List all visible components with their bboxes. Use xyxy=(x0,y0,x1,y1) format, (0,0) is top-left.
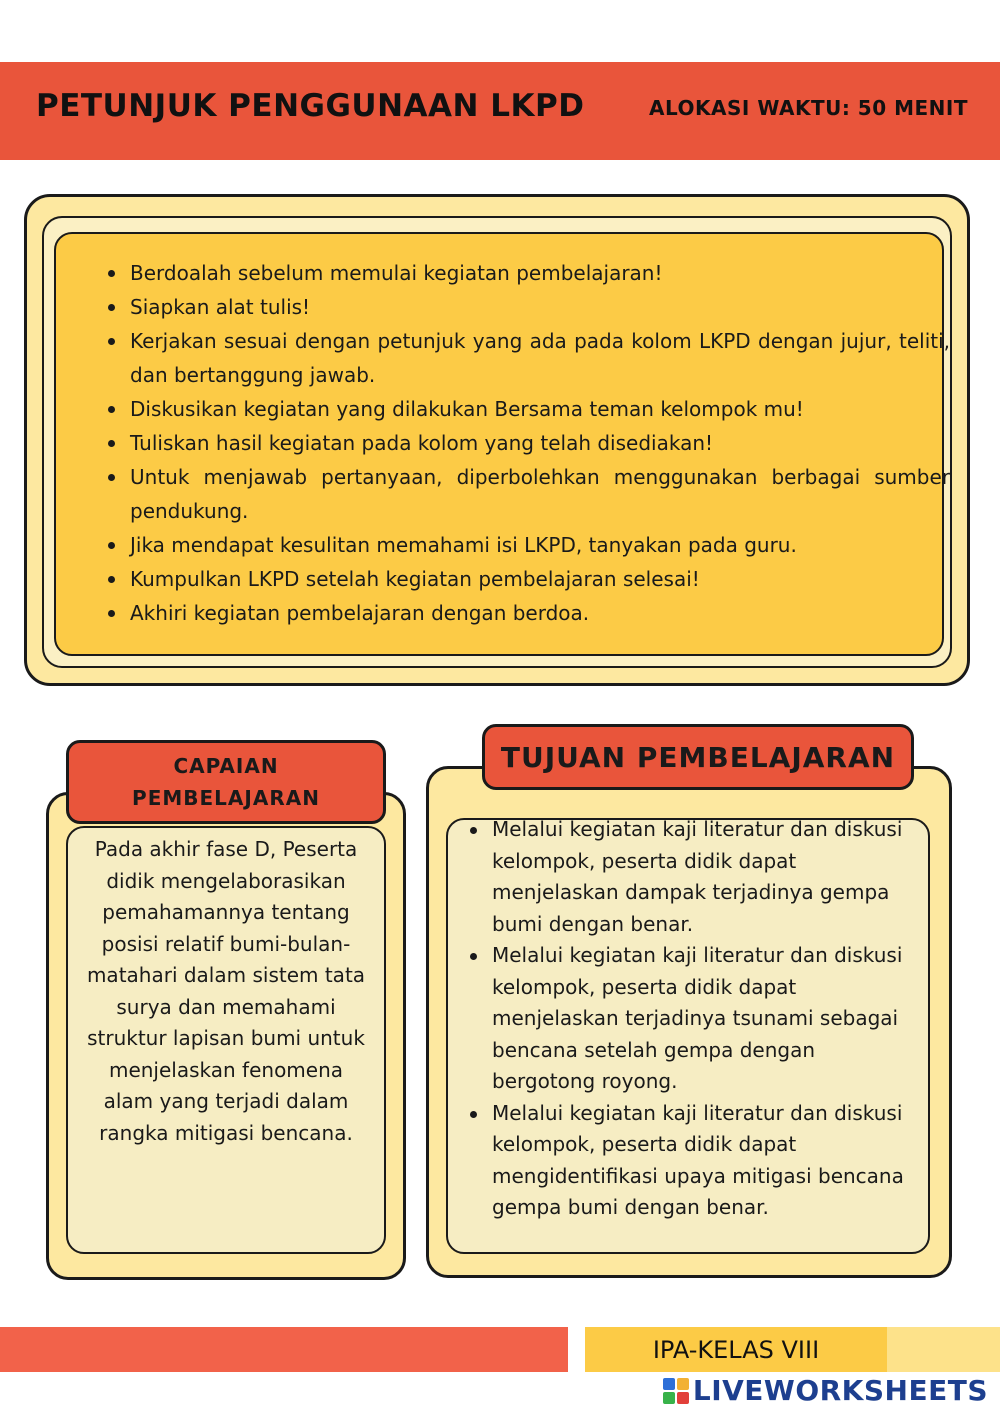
instruction-item: Berdoalah sebelum memulai kegiatan pembelajaran! xyxy=(130,256,950,290)
tujuan-item: Melalui kegiatan kaji literatur dan diskusi kelompok, peserta didik dapat menjelaskan dampak terjadinya gempa bumi dengan benar. xyxy=(492,814,918,940)
instruction-item: Kerjakan sesuai dengan petunjuk yang ada pada kolom LKPD dengan jujur, teliti, dan bertanggung jawab. xyxy=(130,324,950,392)
capaian-text: Pada akhir fase D, Peserta didik mengelaborasikan pemahamannya tentang posisi relatif bumi-bulan-matahari dalam sistem tata surya dan memahami struktur lapisan bumi untuk menjelaskan fenomena alam yang terjadi dalam rangka mitigasi bencana. xyxy=(86,837,366,1145)
tujuan-item: Melalui kegiatan kaji literatur dan diskusi kelompok, peserta didik dapat mengidentifikasi upaya mitigasi bencana gempa bumi dengan benar. xyxy=(492,1098,918,1224)
tujuan-title: TUJUAN PEMBELAJARAN xyxy=(500,740,896,774)
page-title: PETUNJUK PENGGUNAAN LKPD xyxy=(36,88,585,124)
instruction-item: Kumpulkan LKPD setelah kegiatan pembelajaran selesai! xyxy=(130,562,950,596)
tujuan-list xyxy=(492,814,918,1224)
footer-label-band xyxy=(585,1327,887,1372)
capaian-title-tab xyxy=(66,740,386,824)
footer-red-band xyxy=(0,1327,568,1372)
footer-label: IPA-KELAS VIII xyxy=(652,1335,820,1364)
tujuan-title-tab xyxy=(482,724,914,790)
instruction-item: Untuk menjawab pertanyaan, diperbolehkan menggunakan berbagai sumber pendukung. xyxy=(130,460,950,528)
time-allocation: ALOKASI WAKTU: 50 MENIT xyxy=(649,96,968,120)
instructions-list xyxy=(100,256,950,630)
instruction-item: Diskusikan kegiatan yang dilakukan Bersama teman kelompok mu! xyxy=(130,392,950,426)
liveworksheets-logo-icon xyxy=(663,1378,689,1404)
footer-light-band xyxy=(887,1327,1000,1372)
liveworksheets-brand[interactable] xyxy=(663,1374,988,1407)
instruction-item: Akhiri kegiatan pembelajaran dengan berdoa. xyxy=(130,596,950,630)
capaian-title: CAPAIAN PEMBELAJARAN xyxy=(132,754,320,810)
instruction-item: Tuliskan hasil kegiatan pada kolom yang telah disediakan! xyxy=(130,426,950,460)
liveworksheets-wordmark: LIVEWORKSHEETS xyxy=(692,1374,988,1407)
instruction-item: Siapkan alat tulis! xyxy=(130,290,950,324)
tujuan-item: Melalui kegiatan kaji literatur dan diskusi kelompok, peserta didik dapat menjelaskan terjadinya tsunami sebagai bencana setelah gempa dengan bergotong royong. xyxy=(492,940,918,1098)
instruction-item: Jika mendapat kesulitan memahami isi LKPD, tanyakan pada guru. xyxy=(130,528,950,562)
